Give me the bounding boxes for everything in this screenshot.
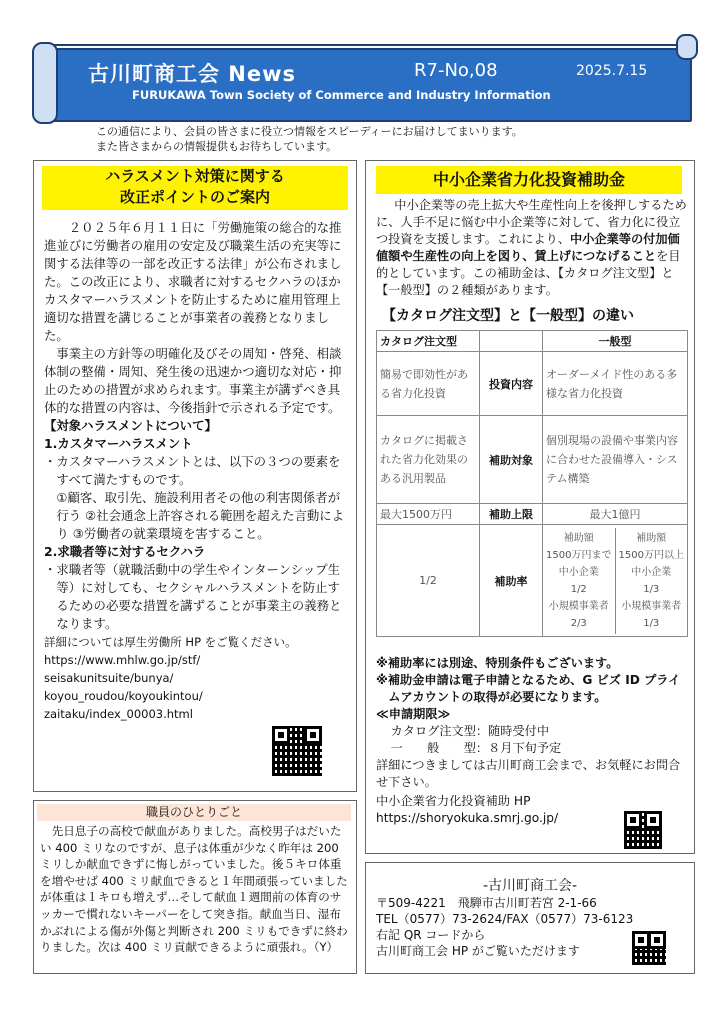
issue-number: R7-No,08 bbox=[414, 60, 498, 81]
customer-harassment-elements: ①顧客、取引先、施設利用者その他の利害関係者が行う ②社会通念上許容される範囲を超えた言動により ③労働者の就業環境を害すること。 bbox=[56, 490, 345, 541]
harassment-body bbox=[44, 219, 348, 723]
staff-title: 職員のひとりごと bbox=[145, 805, 242, 819]
limit-label: 補助上限 bbox=[480, 504, 543, 525]
target-general: 個別現場の設備や事業内容に合わせた設備導入・システム構築 bbox=[543, 416, 688, 504]
intro-line-1: この通信により、会員の皆さまに役立つ情報をスピーディーにお届けしてまいります。 bbox=[96, 125, 523, 138]
target-label: 補助対象 bbox=[480, 416, 543, 504]
rate-g2-line-2: 1500万円以上 bbox=[618, 549, 684, 561]
investment-general: オーダーメイド性のある多様な省力化投資 bbox=[543, 352, 688, 416]
compare-heading: 【カタログ注文型】と【一般型】の違い bbox=[382, 308, 634, 324]
harassment-paragraph-1: ２０２５年６月１１日に「労働施策の総合的な推進並びに労働者の雇用の安定及び職業生活の充実等に関する法律等の一部を改正する法律」が公布されました。この改正により、求職者に対するセクハラのほかカスタマーハラスメントを防止するために雇用管理上適切な措置を講じることが事業者の義務となりました。 bbox=[44, 220, 342, 343]
footer-phone: TEL（0577）73-2624/FAX（0577）73-6123 bbox=[376, 912, 634, 926]
rate-general bbox=[543, 525, 688, 637]
subsidy-note-1: ※補助率には別途、特別条件もございます。 bbox=[376, 656, 619, 670]
header-banner bbox=[36, 34, 692, 118]
subsidy-title: 中小企業省力化投資補助金 bbox=[432, 170, 625, 189]
mhlw-url-line-3[interactable]: koyou_roudou/koyoukintou/ bbox=[44, 689, 203, 703]
rate-g2-line-3: 中小企業 bbox=[631, 566, 672, 578]
customer-harassment-text: ・カスタマーハラスメントとは、以下の３つの要素をすべて満たすものです。 bbox=[44, 454, 341, 487]
footer-qr-text-1: 右記 QR コードから bbox=[376, 928, 486, 942]
staff-section bbox=[33, 800, 357, 974]
harassment-section bbox=[33, 160, 357, 792]
deadline-catalog: カタログ注文型：随時受付中 bbox=[390, 724, 550, 738]
footer-qr-code[interactable] bbox=[632, 931, 666, 965]
rate-g2-line-1: 補助額 bbox=[636, 532, 667, 544]
rate-g1-line-5: 小規模事業者 bbox=[548, 600, 609, 612]
newsletter-subtitle: FURUKAWA Town Society of Commerce and Industry Information bbox=[132, 88, 551, 102]
subsidy-qr-code[interactable] bbox=[624, 811, 662, 849]
rate-g1-line-1: 補助額 bbox=[563, 532, 594, 544]
subsidy-intro-a: 中小企業等の売上拡大や生産性向上を後押しするために、人手不足に悩む中小企業等に対して、省力化に役立つ投資を支援します。これにより、 bbox=[376, 198, 687, 246]
newsletter-title: 古川町商工会 News bbox=[88, 62, 297, 86]
investment-catalog: 簡易で即効性がある省力化投資 bbox=[377, 352, 480, 416]
target-catalog: カタログに掲載された省力化効果のある汎用製品 bbox=[377, 416, 480, 504]
compare-header-spacer bbox=[480, 331, 543, 352]
rate-g1-line-2: 1500万円まで bbox=[546, 549, 612, 561]
footer-address: 〒509-4221 飛騨市古川町若宮 2-1-66 bbox=[376, 896, 597, 910]
subsidy-intro-c: を目的としています。この補助金は、【カタログ注文型】と【一般型】の２種類があります。 bbox=[376, 249, 681, 297]
mhlw-detail: 詳細については厚生労働所 HP をご覧ください。 bbox=[44, 635, 297, 649]
mhlw-qr-code[interactable] bbox=[272, 726, 322, 776]
staff-title-box bbox=[37, 804, 351, 821]
compare-table-wrap bbox=[376, 330, 688, 637]
rate-general-large bbox=[616, 528, 688, 634]
subsidy-intro bbox=[376, 197, 688, 299]
subsidy-hp-label: 中小企業省力化投資補助 HP bbox=[376, 794, 531, 808]
mhlw-url-line-1[interactable]: https://www.mhlw.go.jp/stf/ bbox=[44, 653, 201, 667]
rate-g1-line-4: 1/2 bbox=[570, 583, 587, 595]
investment-label: 投資内容 bbox=[480, 352, 543, 416]
intro-text bbox=[96, 124, 523, 154]
harassment-title-box bbox=[42, 166, 348, 210]
rate-g2-line-6: 1/3 bbox=[643, 617, 660, 629]
harassment-title-2: 改正ポイントのご案内 bbox=[119, 188, 270, 206]
subsidy-hp-url[interactable]: https://shoryokuka.smrj.go.jp/ bbox=[376, 811, 559, 825]
subsidy-title-box bbox=[376, 166, 682, 194]
mhlw-url-line-2[interactable]: seisakunitsuite/bunya/ bbox=[44, 671, 174, 685]
compare-header-general: 一般型 bbox=[543, 331, 688, 352]
target-heading: 【対象ハラスメントについて】 bbox=[44, 418, 217, 433]
rate-g2-line-5: 小規模事業者 bbox=[621, 600, 682, 612]
customer-harassment-heading: 1.カスタマーハラスメント bbox=[44, 436, 193, 451]
footer-contact bbox=[365, 862, 695, 974]
subsidy-notes bbox=[376, 655, 690, 827]
deadline-heading: ≪申請期限≫ bbox=[376, 707, 451, 721]
harassment-paragraph-2: 事業主の方針等の明確化及びその周知・啓発、相談体制の整備・周知、発生後の迅速かつ適切な対応・抑止のための措置が求められます。事業主が講ずべき具体的な措置の内容は、今後指針で示される予定です。 bbox=[44, 346, 342, 415]
subsidy-section bbox=[365, 160, 695, 854]
subsidy-intro-bold: 中小企業等の付加価値額や生産性の向上を図り、賃上げにつなげること bbox=[376, 232, 680, 263]
banner-scroll-left bbox=[32, 42, 58, 124]
harassment-title-1: ハラスメント対策に関する bbox=[105, 167, 285, 185]
deadline-general: 一 般 型：８月下旬予定 bbox=[390, 741, 562, 755]
footer-qr-text-2: 古川町商工会 HP がご覧いただけます bbox=[376, 944, 580, 958]
rate-g2-line-4: 1/3 bbox=[643, 583, 660, 595]
rate-g1-line-6: 2/3 bbox=[570, 617, 587, 629]
staff-body: 先日息子の高校で献血がありました。高校男子はだいたい 400 ミリなのですが、息子は体重が少なく昨年は 200 ミリしか献血できずに悔しがっていました。後５キロ体重を増やせば 400 ミリ献血できると１年間頑張っていましたが体重は１キロも増えず…そして献血１週間前の体育のサッカーで慣れないキーパーをして突き指。献血当日、湿布かぶれによる傷が外傷と判断され 200 ミリもできずに終わりました。次は 400 ミリ貢献できるように頑張れ。（Y） bbox=[40, 824, 348, 955]
mhlw-url[interactable] bbox=[44, 651, 348, 723]
jobseeker-harassment-heading: 2.求職者等に対するセクハラ bbox=[44, 544, 206, 559]
rate-general-small bbox=[543, 528, 616, 634]
limit-general: 最大1億円 bbox=[543, 504, 688, 525]
rate-catalog: 1/2 bbox=[377, 525, 480, 637]
rate-g1-line-3: 中小企業 bbox=[558, 566, 599, 578]
subsidy-contact: 詳細につきましては古川町商工会まで、お気軽にお問合せ下さい。 bbox=[376, 758, 681, 789]
limit-catalog: 最大1500万円 bbox=[377, 504, 480, 525]
intro-line-2: また皆さまからの情報提供もお待ちしています。 bbox=[96, 140, 338, 153]
subsidy-note-2: ※補助金申請は電子申請となるため、G ビズ ID プライムアカウントの取得が必要になります。 bbox=[376, 673, 681, 704]
jobseeker-harassment-text: ・求職者等（就職活動中の学生やインターンシップ生等）に対しても、セクシャルハラスメントを防止するための必要な措置を講ずることが事業主の義務となります。 bbox=[44, 562, 342, 631]
compare-header-catalog: カタログ注文型 bbox=[377, 331, 480, 352]
mhlw-url-line-4[interactable]: zaitaku/index_00003.html bbox=[44, 707, 193, 721]
compare-table bbox=[376, 330, 688, 637]
issue-date: 2025.7.15 bbox=[576, 63, 648, 79]
footer-org: -古川町商工会- bbox=[482, 878, 578, 894]
banner-scroll-right bbox=[676, 34, 698, 60]
rate-label: 補助率 bbox=[480, 525, 543, 637]
